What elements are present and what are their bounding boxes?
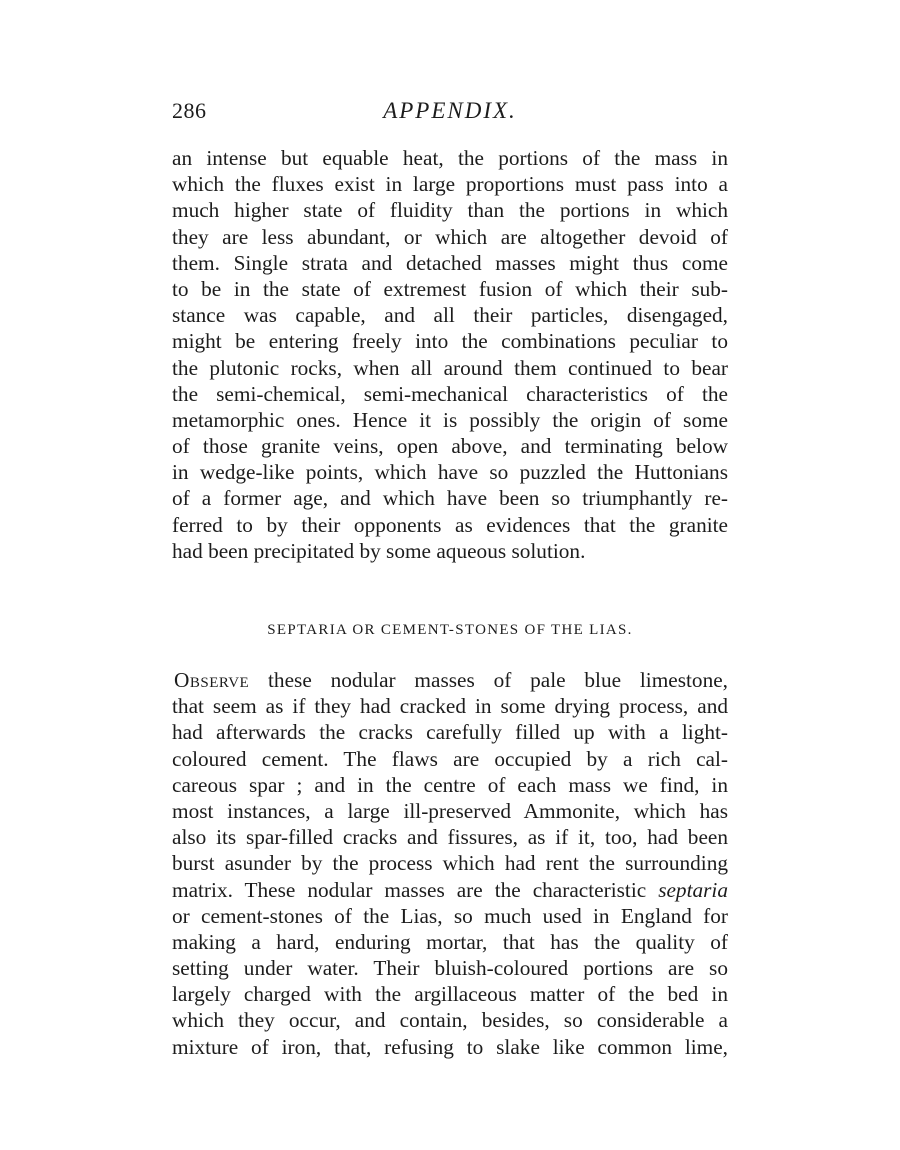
text-line: the semi-chemical, semi-mechanical characteristics of the	[172, 381, 728, 406]
text-line: in wedge-like points, which have so puzzled the Huttonians	[172, 460, 728, 485]
text-line: most instances, a large ill-preserved Ammonite, which has	[172, 798, 728, 823]
section-heading: SEPTARIA OR CEMENT-STONES OF THE LIAS.	[267, 622, 633, 638]
text-line: careous spar ; and in the centre of each mass we find, in	[172, 772, 728, 797]
text-line-first	[172, 667, 728, 693]
opening-word: Observe	[174, 668, 250, 692]
text-line: might be entering freely into the combinations peculiar to	[172, 329, 728, 354]
text-line-with-italic	[172, 877, 728, 903]
page-header	[172, 98, 728, 130]
paragraph-septaria	[172, 667, 728, 1060]
text-line: setting under water. Their bluish-coloured portions are so	[172, 956, 728, 981]
text-line: making a hard, enduring mortar, that has the quality of	[172, 929, 728, 954]
text-line: they are less abundant, or which are altogether devoid of	[172, 224, 728, 249]
text-line: which they occur, and contain, besides, so considerable a	[172, 1008, 728, 1033]
text-line: or cement-stones of the Lias, so much used in England for	[172, 903, 728, 928]
text-line: the plutonic rocks, when all around them continued to bear	[172, 355, 728, 380]
text-line: ferred to by their opponents as evidences that the granite	[172, 512, 728, 537]
first-line-rest: these nodular masses of pale blue limestone,	[249, 668, 728, 692]
text-line: had been precipitated by some aqueous solution.	[172, 538, 586, 563]
text-line: coloured cement. The flaws are occupied by a rich cal-	[172, 746, 728, 771]
text-line: metamorphic ones. Hence it is possibly the origin of some	[172, 407, 728, 432]
text-line: burst asunder by the process which had rent the surrounding	[172, 851, 728, 876]
text-line: of a former age, and which have been so triumphantly re-	[172, 486, 728, 511]
line-text: matrix. These nodular masses are the characteristic	[172, 877, 659, 902]
text-line: which the fluxes exist in large proportions must pass into a	[172, 172, 728, 197]
text-line: mixture of iron, that, refusing to slake like common lime,	[172, 1034, 728, 1059]
running-head: APPENDIX.	[383, 98, 517, 123]
text-line: stance was capable, and all their particles, disengaged,	[172, 303, 728, 328]
text-line: largely charged with the argillaceous matter of the bed in	[172, 982, 728, 1007]
text-line: had afterwards the cracks carefully filled up with a light-	[172, 720, 728, 745]
text-line: them. Single strata and detached masses might thus come	[172, 250, 728, 275]
paragraph-continued	[172, 145, 728, 564]
text-line: an intense but equable heat, the portions of the mass in	[172, 146, 728, 170]
text-line: that seem as if they had cracked in some drying process, and	[172, 694, 728, 719]
text-line: to be in the state of extremest fusion of which their sub-	[172, 276, 728, 301]
page-number: 286	[172, 98, 207, 123]
text-line: of those granite veins, open above, and terminating below	[172, 434, 728, 459]
text-line: much higher state of fluidity than the portions in which	[172, 198, 728, 223]
italic-term: septaria	[658, 877, 728, 902]
text-line: also its spar-filled cracks and fissures, as if it, too, had been	[172, 825, 728, 850]
